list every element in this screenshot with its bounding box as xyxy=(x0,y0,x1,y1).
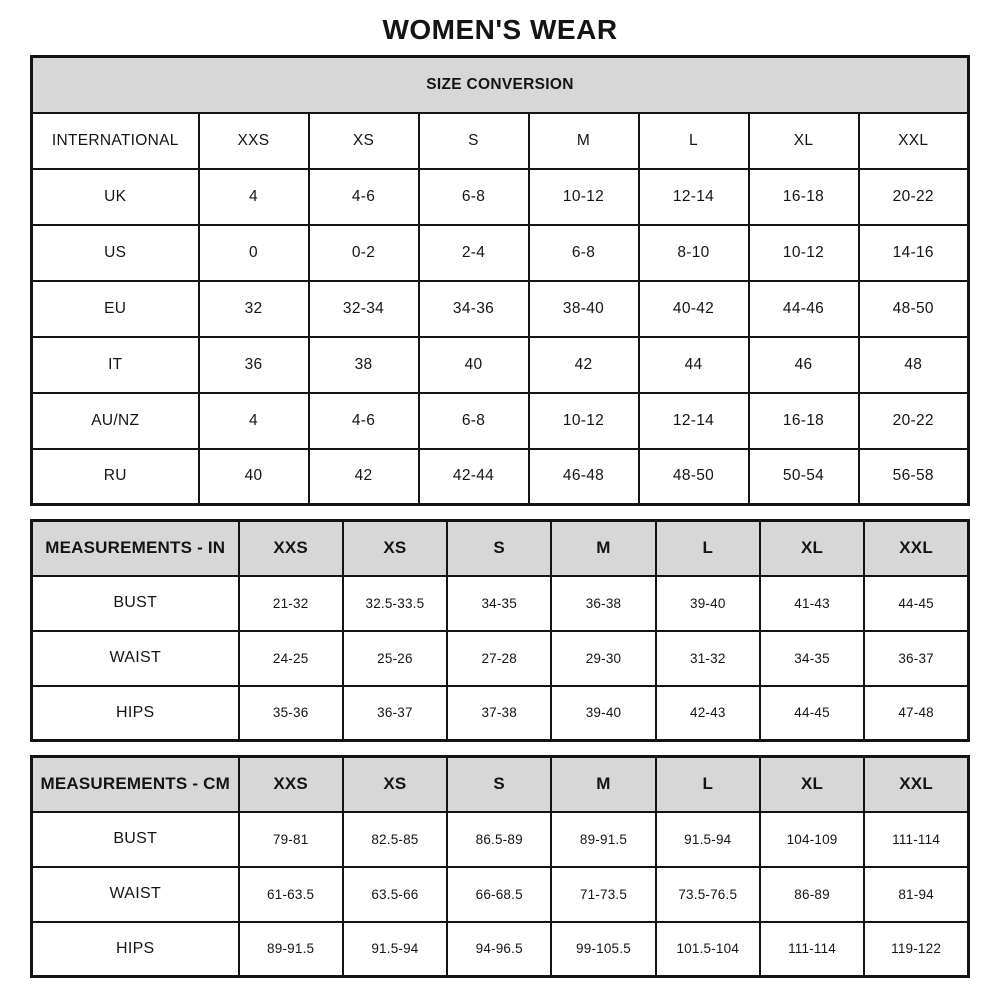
column-header-cell: M xyxy=(551,521,655,576)
table-cell: 27-28 xyxy=(447,631,551,686)
size-conversion-table xyxy=(30,55,970,506)
table-cell: 86.5-89 xyxy=(447,812,551,867)
column-header-cell: XXL xyxy=(864,521,968,576)
row-label: WAIST xyxy=(32,867,239,922)
table-cell: 32 xyxy=(199,281,309,337)
table-row xyxy=(32,686,969,741)
row-label: WAIST xyxy=(32,631,239,686)
table-cell: 44-45 xyxy=(760,686,864,741)
row-label: IT xyxy=(32,337,199,393)
table-cell: 16-18 xyxy=(749,393,859,449)
table-row xyxy=(32,57,969,113)
table-cell: 29-30 xyxy=(551,631,655,686)
table-cell: 0 xyxy=(199,225,309,281)
table-row xyxy=(32,281,969,337)
table-row xyxy=(32,631,969,686)
table-cell: 44-46 xyxy=(749,281,859,337)
table-cell: 48-50 xyxy=(639,449,749,505)
table-cell: 4-6 xyxy=(309,169,419,225)
table-cell: 34-35 xyxy=(760,631,864,686)
row-label: HIPS xyxy=(32,922,239,977)
table-cell: 6-8 xyxy=(419,393,529,449)
table-cell: 63.5-66 xyxy=(343,867,447,922)
table-cell: 14-16 xyxy=(859,225,969,281)
row-label: BUST xyxy=(32,812,239,867)
table-cell: 40 xyxy=(199,449,309,505)
table-cell: 42 xyxy=(529,337,639,393)
table-cell: 38 xyxy=(309,337,419,393)
measurements-cm-header: MEASUREMENTS - CM xyxy=(32,757,239,812)
table-cell: 99-105.5 xyxy=(551,922,655,977)
table-cell: 71-73.5 xyxy=(551,867,655,922)
table-cell: 91.5-94 xyxy=(343,922,447,977)
table-row xyxy=(32,757,969,812)
row-label: AU/NZ xyxy=(32,393,199,449)
table-cell: 44-45 xyxy=(864,576,968,631)
table-cell: 20-22 xyxy=(859,393,969,449)
table-cell: 46-48 xyxy=(529,449,639,505)
table-cell: 82.5-85 xyxy=(343,812,447,867)
size-conversion-header: SIZE CONVERSION xyxy=(32,57,969,113)
measurements-in-table xyxy=(30,519,970,742)
row-label: EU xyxy=(32,281,199,337)
table-cell: 81-94 xyxy=(864,867,968,922)
table-cell: 20-22 xyxy=(859,169,969,225)
column-header-cell: XL xyxy=(760,757,864,812)
table-cell: 89-91.5 xyxy=(239,922,343,977)
table-cell: 46 xyxy=(749,337,859,393)
column-header-cell: XL xyxy=(749,113,859,169)
column-header-cell: XXS xyxy=(239,521,343,576)
column-header-cell: XXL xyxy=(859,113,969,169)
column-header-cell: S xyxy=(447,521,551,576)
column-header-cell: XS xyxy=(343,757,447,812)
column-header-cell: M xyxy=(551,757,655,812)
table-row xyxy=(32,113,969,169)
table-cell: 34-35 xyxy=(447,576,551,631)
table-row xyxy=(32,449,969,505)
table-cell: 79-81 xyxy=(239,812,343,867)
table-cell: 91.5-94 xyxy=(656,812,760,867)
table-cell: 89-91.5 xyxy=(551,812,655,867)
table-cell: 73.5-76.5 xyxy=(656,867,760,922)
table-cell: 50-54 xyxy=(749,449,859,505)
column-header-cell: M xyxy=(529,113,639,169)
table-row xyxy=(32,393,969,449)
table-cell: 40-42 xyxy=(639,281,749,337)
table-cell: 37-38 xyxy=(447,686,551,741)
table-cell: 4 xyxy=(199,169,309,225)
table-cell: 111-114 xyxy=(864,812,968,867)
table-cell: 104-109 xyxy=(760,812,864,867)
table-cell: 47-48 xyxy=(864,686,968,741)
column-header-cell: XS xyxy=(343,521,447,576)
table-row xyxy=(32,576,969,631)
table-cell: 32.5-33.5 xyxy=(343,576,447,631)
table-cell: 24-25 xyxy=(239,631,343,686)
row-label: HIPS xyxy=(32,686,239,741)
table-cell: 86-89 xyxy=(760,867,864,922)
table-cell: 61-63.5 xyxy=(239,867,343,922)
column-header-cell: S xyxy=(419,113,529,169)
row-label: UK xyxy=(32,169,199,225)
table-cell: 10-12 xyxy=(529,169,639,225)
table-cell: 41-43 xyxy=(760,576,864,631)
table-cell: 16-18 xyxy=(749,169,859,225)
table-cell: 39-40 xyxy=(551,686,655,741)
table-cell: 10-12 xyxy=(749,225,859,281)
table-cell: 35-36 xyxy=(239,686,343,741)
measurements-cm-table xyxy=(30,755,970,978)
table-row xyxy=(32,812,969,867)
table-cell: 36-37 xyxy=(864,631,968,686)
table-row xyxy=(32,867,969,922)
table-cell: 10-12 xyxy=(529,393,639,449)
table-row xyxy=(32,169,969,225)
table-cell: 42-43 xyxy=(656,686,760,741)
table-cell: 111-114 xyxy=(760,922,864,977)
table-cell: 31-32 xyxy=(656,631,760,686)
column-header-cell: L xyxy=(656,757,760,812)
table-cell: 12-14 xyxy=(639,393,749,449)
table-cell: 39-40 xyxy=(656,576,760,631)
column-header-cell: XL xyxy=(760,521,864,576)
table-cell: 6-8 xyxy=(419,169,529,225)
row-label: BUST xyxy=(32,576,239,631)
table-cell: 42 xyxy=(309,449,419,505)
table-cell: 21-32 xyxy=(239,576,343,631)
table-row xyxy=(32,337,969,393)
table-cell: 8-10 xyxy=(639,225,749,281)
column-header-cell: L xyxy=(639,113,749,169)
table-cell: 119-122 xyxy=(864,922,968,977)
table-row xyxy=(32,922,969,977)
measurements-in-header: MEASUREMENTS - IN xyxy=(32,521,239,576)
table-cell: 94-96.5 xyxy=(447,922,551,977)
table-row xyxy=(32,521,969,576)
table-cell: 25-26 xyxy=(343,631,447,686)
table-cell: 66-68.5 xyxy=(447,867,551,922)
table-cell: 4 xyxy=(199,393,309,449)
table-cell: 38-40 xyxy=(529,281,639,337)
table-cell: 4-6 xyxy=(309,393,419,449)
table-cell: 56-58 xyxy=(859,449,969,505)
table-cell: 2-4 xyxy=(419,225,529,281)
table-cell: 12-14 xyxy=(639,169,749,225)
table-cell: 44 xyxy=(639,337,749,393)
table-cell: 40 xyxy=(419,337,529,393)
table-cell: 32-34 xyxy=(309,281,419,337)
table-cell: 48 xyxy=(859,337,969,393)
table-cell: 101.5-104 xyxy=(656,922,760,977)
table-cell: 0-2 xyxy=(309,225,419,281)
column-header-cell: XXS xyxy=(199,113,309,169)
row-label: INTERNATIONAL xyxy=(32,113,199,169)
column-header-cell: L xyxy=(656,521,760,576)
table-row xyxy=(32,225,969,281)
table-cell: 48-50 xyxy=(859,281,969,337)
table-cell: 34-36 xyxy=(419,281,529,337)
table-cell: 36 xyxy=(199,337,309,393)
column-header-cell: XXL xyxy=(864,757,968,812)
column-header-cell: XXS xyxy=(239,757,343,812)
row-label: US xyxy=(32,225,199,281)
column-header-cell: XS xyxy=(309,113,419,169)
table-cell: 6-8 xyxy=(529,225,639,281)
table-cell: 36-38 xyxy=(551,576,655,631)
page-title: WOMEN'S WEAR xyxy=(382,14,618,45)
table-cell: 42-44 xyxy=(419,449,529,505)
column-header-cell: S xyxy=(447,757,551,812)
row-label: RU xyxy=(32,449,199,505)
table-cell: 36-37 xyxy=(343,686,447,741)
